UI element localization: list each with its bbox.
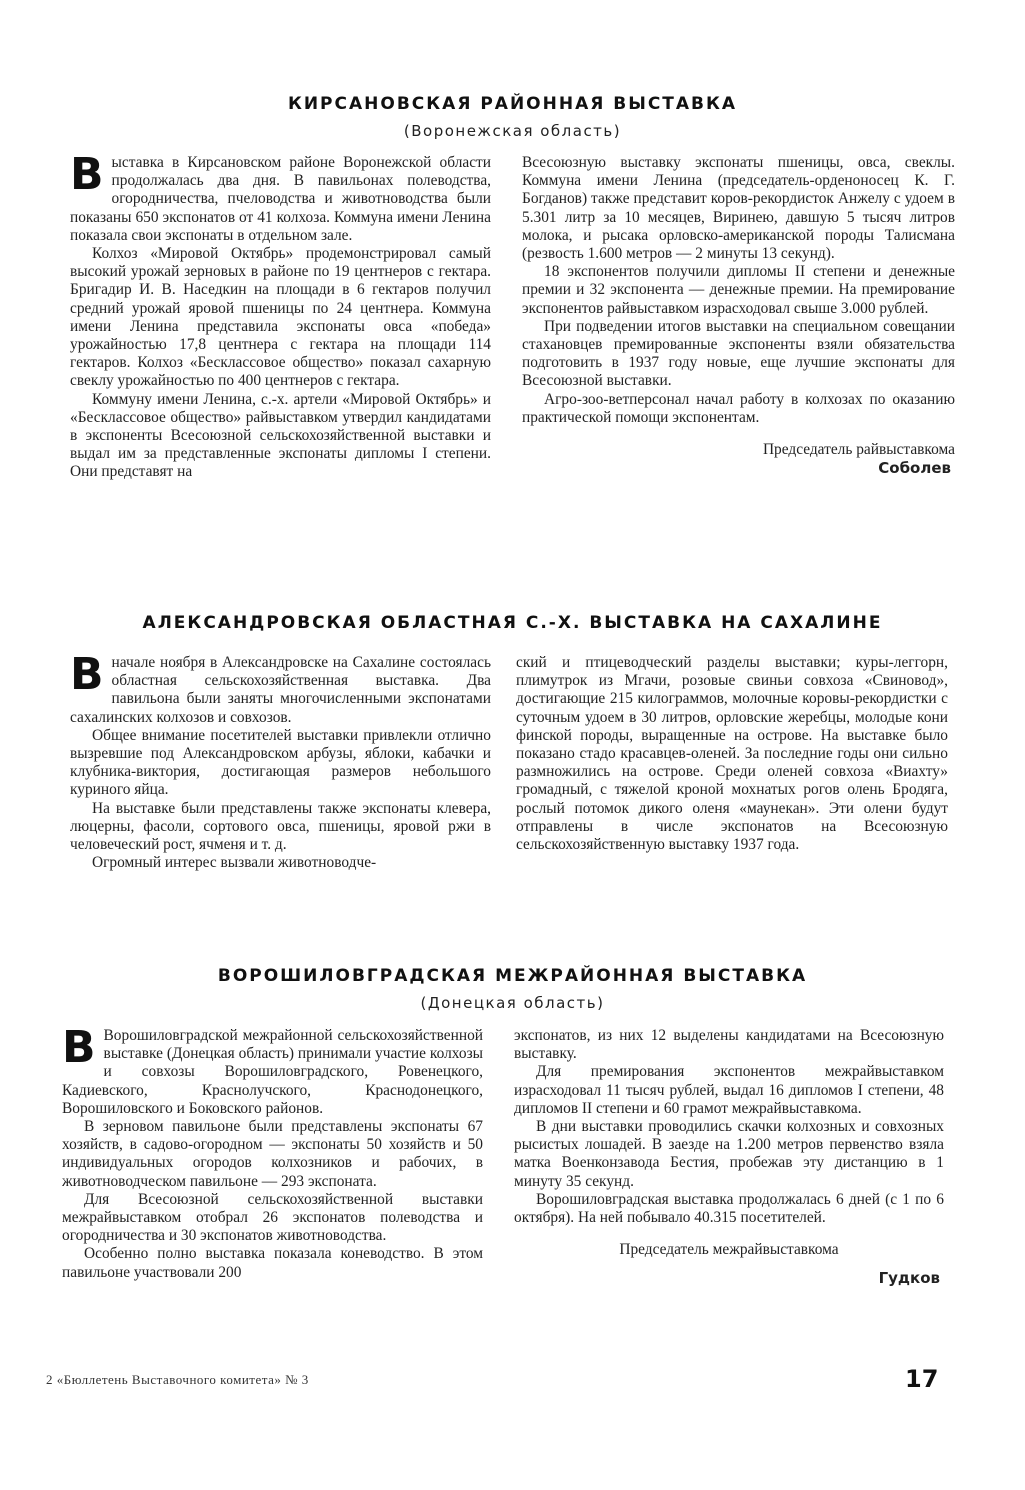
signature-role: Председатель межрайвыставкома	[619, 1241, 839, 1259]
section3-left-column	[62, 1027, 483, 1347]
section2-right-column	[516, 654, 948, 936]
paragraph: При подведении итогов выставки на специальном совещании стахановцев премированные экспоненты взяли обязательства подготовить в 1937 году новые, еще лучшие экспонаты для Всесоюзной выставки.	[522, 317, 955, 390]
drop-cap: В	[70, 654, 104, 700]
paragraph: Для Всесоюзной сельскохозяйственной выставки межрайвыставком отобрал 26 экспонатов полеводства и огородничества и 30 экспонатов животноводства.	[62, 1190, 483, 1245]
signature-role: Председатель райвыставкома	[762, 441, 955, 459]
paragraph: ский и птицеводческий разделы выставки; куры-леггорн, плимутрок из Мгачи, розовые свиньи совхоза «Свиновод», достигающие 215 килограммов, молочные коровы-рекордистки с суточным удоем в 30 литров, орловские жеребцы, молодые кони финской породы, выращенные на острове. На выставке было показано стадо красавцев-оленей. За последние годы они сильно размножились на острове. Среди оленей совхоза «Виахту» громадный, с тяжелой кроной мохнатых рогов олень Бродяга, рослый потомок дикого оленя «маунекан». Эти олени будут отправлены в числе экспонатов на Всесоюзную сельскохозяйственную выставку 1937 года.	[516, 654, 948, 854]
section3-right-column	[514, 1027, 944, 1352]
section2-left-column	[70, 654, 491, 936]
section3-subtitle: (Донецкая область)	[420, 994, 605, 1012]
paragraph: Коммуну имени Ленина, с.-х. артели «Мировой Октябрь» и «Бесклассовое общество» райвыставком утвердил кандидатами в экспоненты Всесоюзной сельскохозяйственной выставки и выдал им за представленные экспонаты дипломы I степени. Они представят на	[70, 390, 491, 481]
paragraph: Особенно полно выставка показала коневодство. В этом павильоне участвовали 200	[62, 1245, 483, 1281]
paragraph: Общее внимание посетителей выставки привлекли отлично вызревшие под Александровском арбузы, яблоки, кабачки и клубника-виктория, достигающая размеров небольшого куриного яйца.	[70, 726, 491, 799]
drop-cap: В	[70, 154, 104, 200]
paragraph: В дни выставки проводились скачки колхозных и совхозных рысистых лошадей. В заезде на 1.200 метров первенство взяла матка Военконзавода Бестия, пробежав эту дистанцию в 1 минуту 35 секунд.	[514, 1118, 944, 1190]
paragraph: Агро-зоо-ветперсонал начал работу в колхозах по оказанию практической помощи экспонентам.	[522, 390, 955, 426]
paragraph: 18 экспонентов получили дипломы II степени и денежные премии и 32 экспонента — денежные премии. На премирование экспонентов райвыставком израсходовал свыше 3.000 рублей.	[522, 263, 955, 317]
paragraph: Ворошиловградская выставка продолжалась 6 дней (с 1 по 6 октября). На ней побывало 40.315 посетителей.	[514, 1190, 944, 1227]
paragraph: В зерновом павильоне были представлены экспонаты 67 хозяйств, в садово-огородном — экспонаты 50 хозяйств и 50 индивидуальных огородов колхозников и рабочих, в животноводческом павильоне — 293 экспоната.	[62, 1118, 483, 1190]
section1-subtitle: (Воронежская область)	[403, 122, 622, 140]
paragraph: экспонатов, из них 12 выделены кандидатами на Всесоюзную выставку.	[514, 1027, 944, 1063]
paragraph: Колхоз «Мировой Октябрь» продемонстрировал самый высокий урожай зерновых в районе по 19 центнеров с гектара. Бригадир И. В. Наседкин на площади в 6 гектаров получил средний урожай яровой пшеницы по 24 центнера. Коммуна имени Ленина представила экспонаты овса «победа» урожайностью 17,8 центнера с гектара на площади 114 гектаров. Колхоз «Бесклассовое общество» показал сахарную свеклу урожайностью по 400 центнеров с гектара.	[70, 245, 491, 390]
section2-title: АЛЕКСАНДРОВСКАЯ ОБЛАСТНАЯ С.-Х. ВЫСТАВКА НА САХАЛИНЕ	[142, 613, 883, 633]
paragraph: Всесоюзную выставку экспонаты пшеницы, овса, свеклы. Коммуна имени Ленина (председатель-орденоносец К. Г. Богданов) также представит коров-рекордисток Анжелу с удоем в 5.301 литр за 10 месяцев, Виринею, давшую 5 тысяч литров молока, и рысака орловско-американской породы Талисмана (резвость 1.600 метров — 2 минуты 13 секунд).	[522, 154, 955, 263]
section3-title: ВОРОШИЛОВГРАДСКАЯ МЕЖРАЙОННАЯ ВЫСТАВКА	[217, 966, 808, 986]
drop-cap: В	[62, 1027, 96, 1073]
footer-bulletin: 2 «Бюллетень Выставочного комитета» № 3	[46, 1372, 309, 1387]
section1-left-column	[70, 154, 491, 602]
paragraph: Вначале ноября в Александровске на Сахалине состоялась областная сельскохозяйственная выставка. Два павильона были заняты многочисленными экспонатами сахалинских колхозов и совхозов.	[70, 654, 491, 726]
section1-right-column	[522, 154, 955, 602]
paragraph: Выставка в Кирсановском районе Воронежской области продолжалась два дня. В павильонах полеводства, огородничества, пчеловодства и животноводства были показаны 650 экспонатов от 41 колхоза. Коммуна имени Ленина показала свои экспонаты в отдельном зале.	[70, 154, 491, 244]
section1-title: КИРСАНОВСКАЯ РАЙОННАЯ ВЫСТАВКА	[287, 94, 738, 114]
signature-name: Гудков	[878, 1269, 940, 1288]
paragraph: Для премирования экспонентов межрайвыставком израсходовал 11 тысяч рублей, выдал 16 дипломов I степени, 48 дипломов II степени и 60 грамот межрайвыставкома.	[514, 1063, 944, 1117]
paragraph: На выставке были представлены также экспонаты клевера, люцерны, фасоли, сортового овса, пшеницы, яровой ржи в человеческий рост, ячменя и т. д.	[70, 799, 491, 854]
page-number: 17	[905, 1365, 939, 1393]
paragraph: В Ворошиловградской межрайонной сельскохозяйственной выставке (Донецкая область) принимали участие колхозы и совхозы Ворошиловградского, Ровенецкого, Кадиевского, Краснолучского, Краснодонецкого, Ворошиловского и Боковского районов.	[62, 1027, 483, 1117]
signature-name: Соболев	[878, 459, 951, 478]
paragraph: Огромный интерес вызвали животноводче-	[92, 854, 377, 872]
